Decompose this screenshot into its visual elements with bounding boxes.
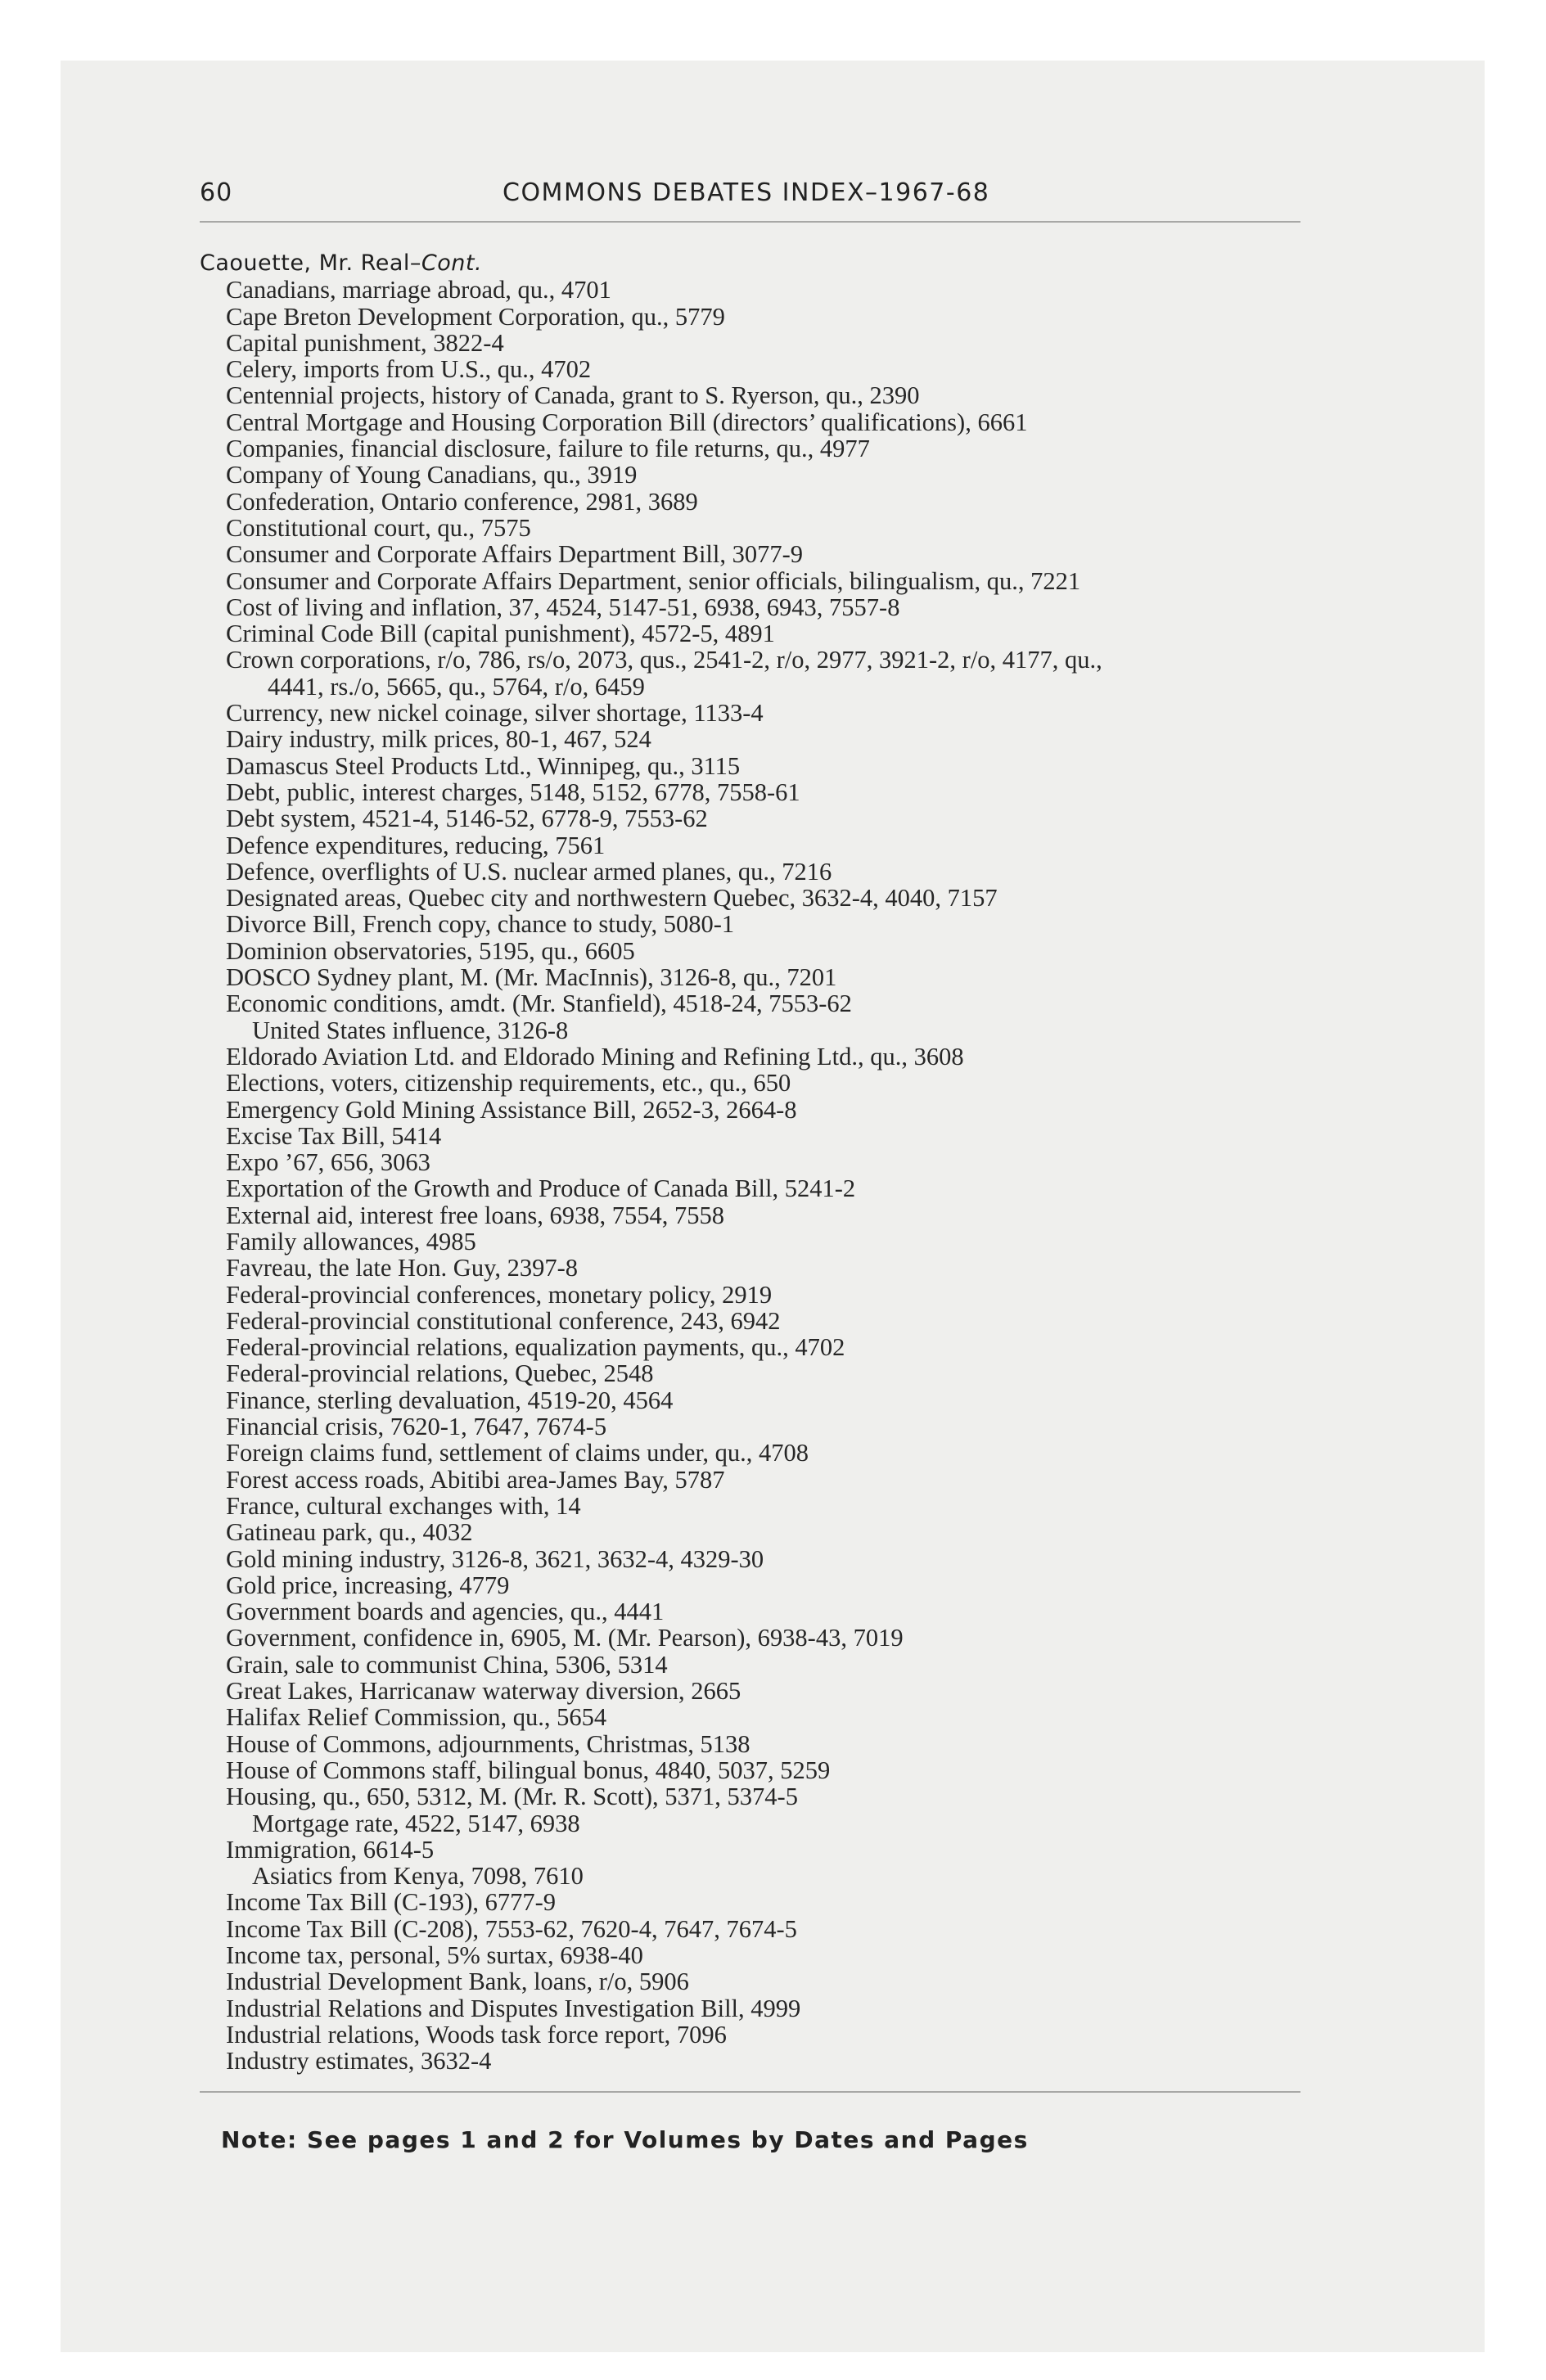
index-entry: Financial crisis, 7620-1, 7647, 7674-5 xyxy=(226,1413,607,1441)
heading-name: Caouette, Mr. Real– xyxy=(200,250,421,276)
index-entry: Constitutional court, qu., 7575 xyxy=(226,513,531,542)
index-entry: Forest access roads, Abitibi area-James Bay, 5787 xyxy=(226,1465,725,1494)
index-entry: Gold mining industry, 3126-8, 3621, 3632-4, 4329-30 xyxy=(226,1544,764,1573)
index-entry: Favreau, the late Hon. Guy, 2397-8 xyxy=(226,1254,578,1282)
index-entry: Elections, voters, citizenship requirements, etc., qu., 650 xyxy=(226,1069,791,1098)
index-entry: Industrial Relations and Disputes Investigation Bill, 4999 xyxy=(226,1994,801,2022)
index-entry: Cape Breton Development Corporation, qu., 5779 xyxy=(226,302,725,331)
index-entry: Confederation, Ontario conference, 2981, 3689 xyxy=(226,487,698,516)
index-entry: Designated areas, Quebec city and northwestern Quebec, 3632-4, 4040, 7157 xyxy=(226,884,998,913)
index-entry-continuation: 4441, rs./o, 5665, qu., 5764, r/o, 6459 xyxy=(268,672,645,701)
index-entry: Immigration, 6614-5 xyxy=(226,1835,435,1864)
index-entry: Federal-provincial relations, Quebec, 2548 xyxy=(226,1359,654,1388)
index-entry: House of Commons, adjournments, Christmas, 5138 xyxy=(226,1729,750,1758)
index-entry: Defence expenditures, reducing, 7561 xyxy=(226,831,606,859)
index-entry: Dairy industry, milk prices, 80-1, 467, 524 xyxy=(226,725,651,754)
index-entry: Currency, new nickel coinage, silver shortage, 1133-4 xyxy=(226,699,764,728)
index-entry: Crown corporations, r/o, 786, rs/o, 2073, qus., 2541-2, r/o, 2977, 3921-2, r/o, 4177, qu., xyxy=(226,646,1102,674)
index-entry: Dominion observatories, 5195, qu., 6605 xyxy=(226,936,635,965)
index-entry: Centennial projects, history of Canada, grant to S. Ryerson, qu., 2390 xyxy=(226,381,920,410)
index-entry: Federal-provincial conferences, monetary policy, 2919 xyxy=(226,1280,773,1309)
heading-cont: Cont. xyxy=(421,250,483,276)
index-entry: House of Commons staff, bilingual bonus, 4840, 5037, 5259 xyxy=(226,1756,831,1784)
footer-note: Note: See pages 1 and 2 for Volumes by Dates and Pages xyxy=(221,2126,1029,2153)
index-entry: Federal-provincial relations, equalization payments, qu., 4702 xyxy=(226,1333,845,1362)
index-entry: Housing, qu., 650, 5312, M. (Mr. R. Scott), 5371, 5374-5 xyxy=(226,1783,798,1811)
index-entry: Consumer and Corporate Affairs Department Bill, 3077-9 xyxy=(226,540,804,569)
header-divider xyxy=(200,221,1300,223)
index-entry: Debt system, 4521-4, 5146-52, 6778-9, 7553-62 xyxy=(226,805,708,833)
index-entry: Company of Young Canadians, qu., 3919 xyxy=(226,461,638,489)
index-entry: Excise Tax Bill, 5414 xyxy=(226,1121,442,1150)
index-entry: Defence, overflights of U.S. nuclear armed planes, qu., 7216 xyxy=(226,857,832,886)
index-entry: Great Lakes, Harricanaw waterway diversion, 2665 xyxy=(226,1677,741,1706)
index-entry: Emergency Gold Mining Assistance Bill, 2652-3, 2664-8 xyxy=(226,1095,797,1124)
index-entry: Industrial Development Bank, loans, r/o, 5906 xyxy=(226,1968,689,1996)
index-entry: Gatineau park, qu., 4032 xyxy=(226,1518,473,1547)
index-entry: Halifax Relief Commission, qu., 5654 xyxy=(226,1703,607,1732)
index-entry: Finance, sterling devaluation, 4519-20, 4564 xyxy=(226,1386,674,1414)
index-entries xyxy=(200,250,1345,2074)
index-entry: Divorce Bill, French copy, chance to study, 5080-1 xyxy=(226,910,735,939)
index-entry: Cost of living and inflation, 37, 4524, 5147-51, 6938, 6943, 7557-8 xyxy=(226,593,900,621)
index-entry: Gold price, increasing, 4779 xyxy=(226,1571,510,1599)
footer-divider xyxy=(200,2091,1300,2093)
index-entry: France, cultural exchanges with, 14 xyxy=(226,1491,581,1520)
index-subentry: Mortgage rate, 4522, 5147, 6938 xyxy=(252,1809,580,1837)
page-title: COMMONS DEBATES INDEX–1967-68 xyxy=(503,178,990,207)
index-heading xyxy=(200,250,1345,277)
index-entry: Canadians, marriage abroad, qu., 4701 xyxy=(226,276,611,304)
index-entry: Economic conditions, amdt. (Mr. Stanfield), 4518-24, 7553-62 xyxy=(226,989,852,1018)
index-entry: Debt, public, interest charges, 5148, 5152, 6778, 7558-61 xyxy=(226,778,800,806)
index-entry: Federal-provincial constitutional conference, 243, 6942 xyxy=(226,1306,781,1335)
index-entry: Celery, imports from U.S., qu., 4702 xyxy=(226,355,592,384)
index-entry: Government, confidence in, 6905, M. (Mr. Pearson), 6938-43, 7019 xyxy=(226,1624,904,1652)
index-entry: DOSCO Sydney plant, M. (Mr. MacInnis), 3126-8, qu., 7201 xyxy=(226,963,837,992)
index-entry: Consumer and Corporate Affairs Department, senior officials, bilingualism, qu., 7221 xyxy=(226,566,1081,595)
index-entry: Industrial relations, Woods task force report, 7096 xyxy=(226,2020,727,2049)
index-entry: Damascus Steel Products Ltd., Winnipeg, qu., 3115 xyxy=(226,751,741,780)
index-entry: Grain, sale to communist China, 5306, 5314 xyxy=(226,1650,668,1679)
index-entry: Eldorado Aviation Ltd. and Eldorado Mining and Refining Ltd., qu., 3608 xyxy=(226,1042,964,1071)
index-entry: Companies, financial disclosure, failure to file returns, qu., 4977 xyxy=(226,435,870,463)
index-entry: Income tax, personal, 5% surtax, 6938-40 xyxy=(226,1941,643,1969)
index-entry: Income Tax Bill (C-193), 6777-9 xyxy=(226,1888,557,1917)
index-entry: Central Mortgage and Housing Corporation Bill (directors’ qualifications), 6661 xyxy=(226,408,1028,436)
index-subentry: United States influence, 3126-8 xyxy=(252,1016,569,1044)
index-entry: Government boards and agencies, qu., 4441 xyxy=(226,1598,665,1626)
index-entry: Income Tax Bill (C-208), 7553-62, 7620-4, 7647, 7674-5 xyxy=(226,1914,797,1943)
index-subentry: Asiatics from Kenya, 7098, 7610 xyxy=(252,1862,584,1891)
index-entry: Foreign claims fund, settlement of claims under, qu., 4708 xyxy=(226,1439,809,1467)
index-entry: Family allowances, 4985 xyxy=(226,1227,476,1255)
index-entry: Criminal Code Bill (capital punishment), 4572-5, 4891 xyxy=(226,620,775,648)
index-entry: External aid, interest free loans, 6938, 7554, 7558 xyxy=(226,1201,724,1229)
index-entry: Exportation of the Growth and Produce of Canada Bill, 5241-2 xyxy=(226,1174,856,1203)
index-entry: Capital punishment, 3822-4 xyxy=(226,328,504,357)
page-number: 60 xyxy=(200,178,233,207)
index-entry: Expo ’67, 656, 3063 xyxy=(226,1148,430,1177)
running-header xyxy=(200,177,1300,210)
index-entry: Industry estimates, 3632-4 xyxy=(226,2047,492,2076)
